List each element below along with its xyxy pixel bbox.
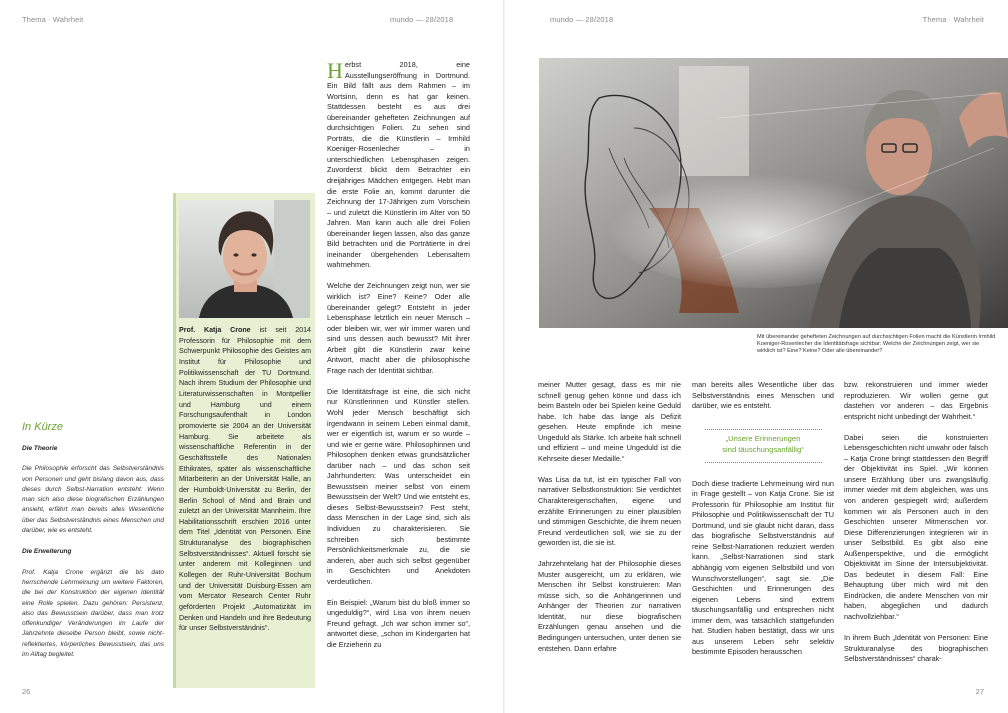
running-head-left: Thema · Wahrheit	[22, 15, 84, 24]
article-column-3	[692, 380, 834, 658]
running-head-issue-left: mundo — 28/2018	[390, 15, 454, 24]
col3-paragraph-1: man bereits alles Wesentliche über das Selbstverständnis eines Menschen und darüber, wie es entsteht.	[692, 380, 834, 411]
pull-quote-rule-bottom	[705, 462, 822, 463]
artist-photo	[539, 58, 1008, 328]
page-number-left: 26	[22, 687, 31, 696]
bio-text	[179, 325, 311, 634]
intro-paragraph-1: erbst 2018, eine Ausstellungseröffnung in Dortmund. Ein Bild fällt aus dem Rahmen – im Wortsinn, denn es hat gar keinen. Stattdessen besteht es aus drei übereinander gehefteten Zeichnungen auf durchsichtigen Folien. Zu sehen sind Porträts, die die Künstlerin – Irmhild Koeniger-Rosenlecher – in unterschiedlichen Lebensphasen zeigen. Zuvorderst blickt dem Betrachter ein dreijähriges Mädchen entgegen. Hebt man die erste Folie an, kommt darunter die Zeichnung der 17-Jährigen zum Vorschein – und zuletzt die Künstlerin im Alter von 50 Jahren. Man kann auch alle drei Folien übereinander liegen lassen, also das ganze Bild betrachten und die Porträtierte in drei ineinander übergehenden Lebensaltern wahrnehmen.	[327, 60, 470, 270]
col2-paragraph-2: Was Lisa da tut, ist ein typischer Fall von narrativer Selbstkonstruktion: Sie verdichtet Charaktereigenschaften, eigene und erzählte Erinnerungen zu einer plausiblen und stimmigen Geschichte, die ihrem neuen Freund verdeutlichen soll, wie sie zu der geworden ist, die sie ist.	[538, 474, 681, 548]
theorie-text: Die Philosophie erforscht das Selbstverständnis von Personen und geht bislang davon aus, dass dieses durch Selbst-Narration entsteht: Wenn man sich also diese biografischen Erzählungen ansieht, erfährt man bereits alles Wesentliche über das Selbstverständnis eines Menschen und darüber, wie es entsteht.	[22, 465, 164, 535]
in-kuerze-title: In Kürze	[22, 421, 63, 433]
portrait-photo	[179, 200, 310, 318]
photo-caption: Mit übereinander gehefteten Zeichnungen auf durchsichtigen Folien macht die Künstlerin Irmhild Koeniger-Rosenlecher die Identitätsfrage sichtbar: Welche der Zeichnungen zeigt, wer sie wirklich ist? Eine? Keine? Oder alle übereinander?	[757, 334, 996, 355]
col2-paragraph-1: meiner Mutter gesagt, dass es mir nie schnell genug gehen könne und dass ich beim Basteln oder bei Spielen keine Geduld habe. Ich habe das lange als Defizit gesehen. Heute empfinde ich meine Ungeduld als Stärke. Ich arbeite halt schnell und effizient – und meine Ungeduld ist die Kehrseite dieser Medaille.“	[538, 380, 681, 463]
col3-paragraph-2: Doch diese tradierte Lehrmeinung wird nun in Frage gestellt – von Katja Crone. Sie ist Professorin für Philosophie am Institut für Philosophie und Politikwissenschaft der TU Dortmund, und sie glaubt nicht daran, dass das biografische Selbstverständnis auf reine Selbst-Narrationen reduziert werden kann. „Selbst-Narrationen sind stark abhängig vom eigenen Selbstbild und von Wunschvorstellungen“, sagt sie. „Die Geschichten und Erinnerungen des eigenen Lebens sind extrem täuschungsanfällig und entsprechen nicht immer dem, was tatsächlich stattgefunden hat. Studien haben bestätigt, dass wir uns aus unserem Leben sehr selektiv bestimmte Episoden herausschen	[692, 478, 834, 657]
erweiterung-heading: Die Erweiterung	[22, 548, 72, 556]
page-gutter	[503, 0, 505, 713]
article-column-2	[538, 380, 681, 654]
erweiterung-text: Prof. Katja Crone ergänzt die bis dato herrschende Lehrmeinung um weitere Faktoren, die bei der Konstruktion der eigenen Identität eine Rolle spielen. Dazu gehören: Persistenz, also das Bewusstsein darüber, dass man trotz offenkundiger Veränderungen im Laufe der Jahrzehnte dieselbe Person bleibt, sowie nicht-reflektiertes, körperliches Bewusstsein, das uns im Alltag begleitet.	[22, 568, 164, 659]
running-head-right: Thema · Wahrheit	[922, 15, 984, 24]
in-kuerze-box	[22, 420, 164, 671]
page-number-right: 27	[975, 687, 984, 696]
article-intro-column	[327, 60, 470, 650]
drop-cap: H	[327, 58, 343, 83]
pull-quote-line-2: sind täuschungsanfällig“	[722, 445, 804, 454]
bio-body: ist seit 2014 Professorin für Philosophie mit dem Schwerpunkt Philosophie des Geistes am Institut für Philosophie und Politikwissenschaft der TU Dortmund. Nach ihrem Studium der Philosophie und Literaturwissenschaften in Montpellier und Hamburg und einem Forschungsaufenthalt in London promovierte sie 2004 an der Universität Hamburg. Sie arbeitete als wissenschaftliche Referentin in der Geschäftsstelle des Nationalen Ethikrates, später als wissenschaftliche Mitarbeiterin an der Universität Halle, an der Humboldt-Universität zu Berlin, der Berlin School of Mind and Brain und zuletzt an der Universität Mannheim. Ihre Habilitationsschrift erschien 2016 unter dem Titel „Identität von Personen. Eine Strukturanalyse des biographischen Selbstverständnisses“. Aktuell forscht sie unter anderem mit Kolleginnen und Kollegen der Ruhr-Universität Bochum und der Universität Duisburg-Essen am vom Mercator Research Center Ruhr geförderten Projekt „Automatizität im Denken und Handeln und ihre Bedeutung für unser Selbstverständnis“.	[179, 326, 311, 633]
intro-paragraph-2: Welche der Zeichnungen zeigt nun, wer sie wirklich ist? Eine? Keine? Oder alle übereinander gelegt? Entsteht in jeder Lebensphase letztlich ein neuer Mensch – oder bleiben wir, wer wir immer waren und sind uns dessen auch bewusst? Mit ihrer Arbeit gibt die Künstlerin zwar keine Antwort, macht aber die philosophische Frage nach der Identität sichtbar.	[327, 281, 470, 375]
pull-quote-line-1: „Unsere Erinnerungen	[725, 434, 801, 443]
running-head-issue-right: mundo — 28/2018	[550, 15, 614, 24]
col4-paragraph-1: bzw. rekonstruieren und immer wieder reproduzieren. Wir wollen gerne gut dastehen vor anderen – das Ergebnis entspricht nicht unbedingt der Wahrheit.“	[844, 380, 988, 421]
pull-quote	[704, 433, 822, 455]
col4-paragraph-3: In ihrem Buch „Identität von Personen: Eine Strukturanalyse des biographischen Selbstverständnisses“ charak-	[844, 633, 988, 664]
theorie-heading: Die Theorie	[22, 445, 58, 452]
intro-paragraph-4: Ein Beispiel: „Warum bist du bloß immer so ungeduldig?“, wird Lisa von ihrem neuen Freund gefragt. „Ich war schon immer so“, antwortet diese, „schon im Kindergarten hat die Erzieherin zu	[327, 597, 470, 649]
col4-paragraph-2: Dabei seien die konstruierten Lebensgeschichten nicht unwahr oder falsch – Katja Crone bringt stattdessen den Begriff der Objektivität ins Spiel. „Wir können unsere Erzählung über uns zwangsläufig immer wieder mit dem abgleichen, was uns von anderen gespiegelt wird; außerdem kommen wir als Personen auch in den Geschichten unserer Mitmenschen vor. Diese Differenzierungen integrieren wir in unser Selbstbild. Es gibt also eine Außenperspektive, und die ermöglicht Objektivität im Sinne der Intersubjektivität. Das bedeutet in diesem Fall: Eine Behauptung über mich wird mit den Eindrücken, die andere Menschen von mir haben, abgeglichen und dadurch nachvollziehbar.“	[844, 432, 989, 621]
intro-paragraph-3: Die Identitätsfrage ist eine, die sich nicht nur Künstlerinnen und Künstler stellen. Wohl jeder Mensch beschäftigt sich irgendwann in seinem Leben einmal damit, wer er eigentlich ist, warum er so wurde – und wie er gerne wäre. Philosophinnen und Philosophen denken etwas grundsätzlicher darüber nach – und das schon seit Jahrhunderten: Was unterscheidet ein Bewusstsein meiner selbst von einem Bewusstsein der Welt? Und wie entsteht es, dieses Selbst-Bewusstsein? Fest steht, dass Menschen in der Lage sind, sich als Individuen zu charakterisieren. Sie schreiben sich bestimmte Persönlichkeitsmerkmale zu, die sie anderen, aber auch sich selbst gegenüber in Geschichten und Anekdoten verdeutlichen.	[327, 386, 470, 586]
pull-quote-rule-top	[705, 429, 822, 430]
bio-name: Prof. Katja Crone	[179, 326, 251, 334]
col2-paragraph-3: Jahrzehntelang hat der Philosophie dieses Muster ausgereicht, um zu erklären, wie Menschen ihr Selbst konstruieren: Man müsse sich, so die Anhängerinnen und Anhänger der Theorien zur narrativen Identität, nur diese biografischen Erzählungen genau ansehen und die Bedingungen untersuchen, unter denen sie entstehen. Dann erfahre	[538, 559, 681, 653]
article-column-4	[844, 380, 988, 665]
